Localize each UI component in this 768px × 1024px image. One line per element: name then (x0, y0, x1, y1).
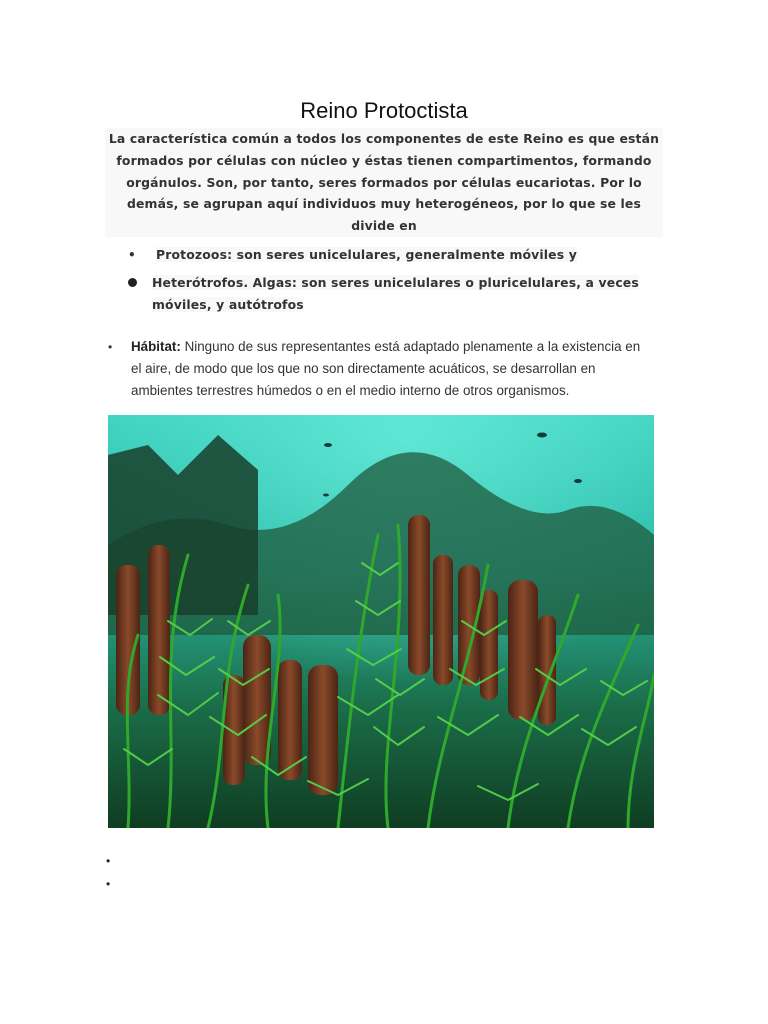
subgroup-list (128, 244, 658, 316)
subgroup-text: Protozoos: son seres unicelulares, generalmente móviles y (156, 247, 577, 262)
habitat-paragraph (108, 336, 653, 402)
list-item (128, 272, 658, 316)
list-item (128, 244, 658, 266)
subgroup-text: Heterótrofos. Algas: son seres unicelulares o pluricelulares, a veces móviles, y autótrofos (152, 275, 639, 312)
underwater-algae-image (108, 415, 654, 828)
bullet-icon (128, 278, 137, 287)
algae-photo (108, 415, 654, 828)
habitat-text: Ninguno de sus representantes está adaptado plenamente a la existencia en el aire, de modo que los que no son directamente acuáticos, se desarrollan en ambientes terrestres húmedos o en el medio interno de otros organismos. (131, 339, 641, 398)
empty-bullet-list (106, 850, 110, 896)
bullet-icon: • (106, 877, 111, 891)
bullet-icon: • (108, 340, 113, 354)
bullet-icon: • (106, 854, 111, 868)
habitat-label: Hábitat: (131, 339, 181, 354)
bullet-icon: • (128, 248, 136, 262)
intro-paragraph: La característica común a todos los componentes de este Reino es que están formados por células con núcleo y éstas tienen compartimentos, formando orgánulos. Son, por tanto, seres formados por células eucariotas. Por lo demás, se agrupan aquí individuos muy heterogéneos, por lo que se les divide en (105, 128, 663, 237)
page-title: Reino Protoctista (300, 98, 468, 123)
